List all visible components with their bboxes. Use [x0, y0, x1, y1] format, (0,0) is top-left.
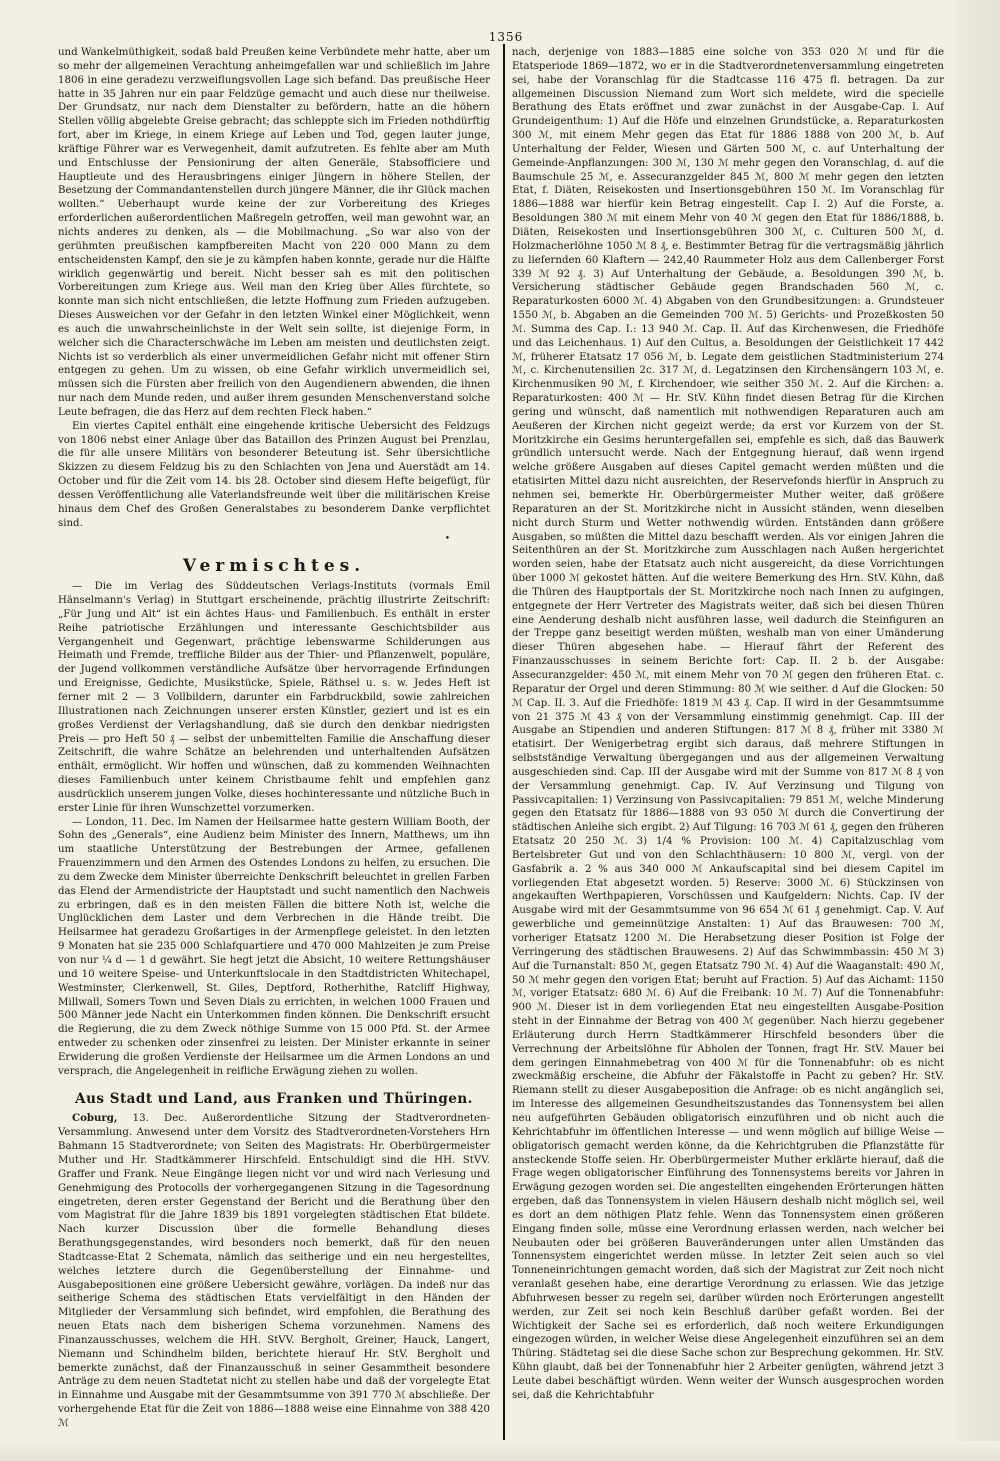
- ornament-dot: •: [444, 533, 450, 544]
- scan-edge-right: [956, 0, 1000, 1461]
- place-name: Coburg,: [72, 1112, 118, 1125]
- section-heading-miscellaneous: Vermischtes.: [182, 556, 366, 577]
- scan-edge-bottom: [0, 1441, 1000, 1461]
- paragraph-budget-continued: nach, derjenige von 1883—1885 eine solche von 353 020 ℳ und für die Etatsperiode 1869—1872, wo er in die Stadtverordnetenversammlung eingetreten sei, habe der Voranschlag für die Stadtcasse 116 475 fl. betragen. Da zur allgemeinen Discussion Niemand zum Wort sich meldete, wird die specielle Berathung des Etats eröffnet und zwar zunächst in der Ausgabe-Cap. I. Auf Grundeigenthum: 1) Auf die Höfe und einzelnen Grundstücke, a. Reparaturkosten 300 ℳ, mit einem Mehr gegen das Etat für 1886 1888 von 200 ℳ, b. Auf Unterhaltung der Felder, Wiesen und Gärten 500 ℳ, c. auf Unterhaltung der Gemeinde-Anpflanzungen: 300 ℳ, 130 ℳ mehr gegen den Voranschlag, d. auf die Baumschule 25 ℳ, e. Assecuranzgelder 845 ℳ, 800 ℳ mehr gegen den letzten Etat, f. Diäten, Reisekosten und Insertionsgebühren 150 ℳ. Im Voranschlag für 1886—1888 war hierfür kein Betrag eingestellt. Cap I. 2) Auf die Forste, a. Besoldungen 380 ℳ mit einem Mehr von 40 ℳ gegen den Etat für 1886/1888, b. Diäten, Reisekosten und Insertionsgebühren 300 ℳ, c. Culturen 500 ℳ, d. Holzmacherlöhne 1050 ℳ 8 ₰, e. Bestimmter Betrag für die vertragsmäßig jährlich zu liefernden 60 Klaftern — 242,40 Raummeter Holz aus dem Callenberger Forst 339 ℳ 92 ₰. 3) Auf Unterhaltung der Gebäude, a. Besoldungen 390 ℳ, b. Versicherung städtischer Gebäude gegen Brandschaden 560 ℳ, c. Reparaturkosten 6000 ℳ. 4) Abgaben von den Grundbesitzungen: a. Grundsteuer 1550 ℳ, b. Abgaben an die Gemeinden 700 ℳ. 5) Gerichts- und Prozeßkosten 50 ℳ. Summa des Cap. I.: 13 940 ℳ. Cap. II. Auf das Kirchenwesen, die Friedhöfe und das Leichenhaus. 1) Auf den Cultus, a. Besoldungen der Geistlichkeit 17 442 ℳ, früherer Etatsatz 17 056 ℳ, b. Legate dem geistlichen Stadtministerium 274 ℳ, c. Kirchenutensilien 2c. 317 ℳ, d. Legatzinsen den Kirchensängern 103 ℳ, e. Kirchenmusiken 90 ℳ, f. Kirchendoer, wie seither 350 ℳ. 2. Auf die Kirchen: a. Reparaturkosten: 400 ℳ — Hr. StV. Kühn findet diesen Betrag für die Kirchen gering und wünscht, daß namentlich mit nothwendigen Reparaturen auch am Aeußeren der Kirchen nicht gegeizt werde; da erst vor Kurzem von der St. Moritzkirche ein Gesims heruntergefallen sei, empfehle es sich, daß das Bauwerk gründlich untersucht werde. Nach der Entgegnung hierauf, daß wenn irgend welche größere Ausgaben auf dieses Capitel gemacht werden müßten und die etatisirten Mittel dazu nicht ausreichten, der Reservefonds hierfür in Anspruch zu nehmen sei, bemerkte Hr. Oberbürgermeister Muther weiter, daß größere Reparaturen an der St. Moritzkirche nicht in Aussicht ständen, wenn dieselben nicht durch Sturm und Wetter nothwendig würden. Entständen dann größere Ausgaben, so müßten die Mittel dazu beschafft werden. Als vor einigen Jahren die Seitenthüren an der St. Moritzkirche zum Ausschlagen nach Außen hergerichtet worden seien, habe der Etatsatz auch nicht ausgereicht, da diese Vorrichtungen über 1000 ℳ gekostet hätten. Auf die weitere Bemerkung des Hrn. StV. Kühn, daß die Thüren des Hauptportals der St. Moritzkirche noch nach Innen zu aufgingen, entgegnete der Herr Vertreter des Magistrats weiter, daß sich bei diesen Thüren eine Aenderung deshalb nicht ausführen lasse, weil dadurch die Steinfiguren an der Treppe ganz beseitigt werden müßten, weshalb man von einer Umänderung dieser Thüren abgesehen habe. — Hierauf fährt der Referent des Finanzausschusses in seinem Berichte fort: Cap. II. 2 b. der Ausgabe: Assecuranzgelder: 450 ℳ, mit einem Mehr von 70 ℳ gegen den früheren Etat. c. Reparatur der Orgel und deren Stimmung: 80 ℳ wie seither. d Auf die Glocken: 50 ℳ Cap. II. 3. Auf die Friedhöfe: 1819 ℳ 43 ₰. Cap. II wird in der Gesammtsumme von 21 375 ℳ 43 ₰ von der Versammlung einstimmig genehmigt. Cap. III der Ausgabe an Stipendien und anderen Stiftungen: 817 ℳ 8 ₰, früher mit 3380 ℳ etatisirt. Der Wenigerbetrag ergibt sich daraus, daß mehrere Stiftungen in selbstständige Verwaltung übergegangen und aus der allgemeinen Verwaltung ausgeschieden sind. Cap. III der Ausgabe wird mit der Summe von 817 ℳ 8 ₰ von der Versammlung genehmigt. Cap. IV. Auf Verzinsung und Tilgung von Passivcapitalien: 1) Verzinsung von Passivcapitalien: 79 851 ℳ, welche Minderung gegen den Etatsatz für 1886—1888 von 93 050 ℳ durch die Convertirung der städtischen Anleihe sich ergibt. 2) Auf Tilgung: 16 703 ℳ 61 ₰, gegen den früheren Etatsatz 20 250 ℳ. 3) 1/4 % Provision: 100 ℳ. 4) Capitalzuschlag vom Bertelsbreter Gut und von den Schlachthäusern: 10 800 ℳ, vergl. von der Gasfabrik a. 2 % aus 340 000 ℳ Ankaufscapital sind bei diesem Capitel im vorliegenden Etat abgesetzt worden. 5) Reserve: 3000 ℳ. 6) Stückzinsen von angekauften Werthpapieren, Vorschüssen und Kaufgeldern: Nichts. Cap. IV der Ausgabe wird mit der Gesammtsumme von 96 654 ℳ 61 ₰ genehmigt. Cap. V. Auf gewerbliche und gemeinnützige Anstalten: 1) Auf das Brauwesen: 700 ℳ, vorheriger Etatsatz 1200 ℳ. Die Herabsetzung dieser Position ist Folge der Verringerung des städtischen Brauwesens. 2) Auf das Schwimmbassin: 450 ℳ 3) Auf die Turnanstalt: 850 ℳ, gegen Etatsatz 790 ℳ. 4) Auf die Waaganstalt: 490 ℳ, 50 ℳ mehr gegen den vorigen Etat; beruht auf Fraction. 5) Auf das Aichamt: 1150 ℳ, voriger Etatsatz: 680 ℳ. 6) Auf die Freibank: 10 ℳ. 7) Auf die Tonnenabfuhr: 900 ℳ. Dieser ist in dem vorliegenden Etat neu eingestellten Ausgabe-Position steht in der Einnahme der Betrag von 400 ℳ gegenüber. Nach hierzu gegebener Erläuterung durch Herrn Stadtkämmerer Hirschfeld besonders über die Verrechnung der Arbeitslöhne für Abholen der Tonnen, fragt Hr. StV. Mauer bei dem geringen Einnahmebetrag von 400 ℳ für die Tonnenabfuhr: ob es nicht zweckmäßig erscheine, die Abfuhr der Fäkalstoffe in Pacht zu geben? Hr. StV. Riemann stellt zu dieser Ausgabeposition die Anfrage: ob es nicht angänglich sei, im Interesse des allgemeinen Gesundheitszustandes das Tonnensystem bei allen neu aufgeführten Gebäuden obligatorisch einzuführen und ob nicht auch die Kehrichtabfuhr im öffentlichen Interesse — und wenn möglich auf billige Weise — obligatorisch gemacht werden könne, da die Kehrichtgruben die Pflanzstätte für ansteckende Stoffe seien. Hr. Oberbürgermeister Muther erklärte hierauf, daß die Frage wegen obligatorischer Einführung des Tonnensystems bereits vor Jahren in Erwägung gezogen worden sei. Die angestellten eingehenden Erörterungen hätten ergeben, daß das Tonnensystem in vielen Häusern deshalb nicht möglich sei, weil es dort an dem nöthigen Platz fehle. Wenn das Tonnensystem einen größeren Eingang finden solle, müsse eine Verordnung erlassen werden, nach welcher bei Neubauten oder bei größeren Bauveränderungen unter allen Umständen das Tonnensystem eingerichtet werden müsse. In letzter Zeit seien auch so viel Tonneneinrichtungen gemacht worden, daß sich der Magistrat zur Zeit noch nicht veranlaßt gesehen habe, eine derartige Verordnung zu erlassen. Wie das jetzige Abfuhrwesen besser zu regeln sei, darüber würden noch Erörterungen angestellt werden, zur Zeit sei noch kein Beschluß darüber gefaßt worden. Bei der Wichtigkeit der Sache sei es erforderlich, daß noch weitere Erkundigungen eingezogen würden, in welcher Weise diese Angelegenheit einzuführen sei an dem Thüring. Städtetag sei die diese Sache schon zur Besprechung gekommen. Hr. StV. Kühn glaubt, daß bei der Tonnenabfuhr hier 2 Arbeiter genügten, während jetzt 3 Leute dabei beschäftigt würden. Wenn weiter der Wunsch ausgesprochen worden sei, daß die Kehrichtabfuhr: [512, 47, 944, 1401]
- newspaper-page: [58, 30, 954, 1440]
- paragraph-history-continued: und Wankelmüthigkeit, sodaß bald Preußen keine Verbündete mehr hatte, aber um so mehr der allgemeinen Verachtung anheimgefallen war und schließlich im Jahre 1806 in eine geradezu verzweiflungsvollen Lage sich befand. Das preußische Heer hatte in 35 Jahren nur ein paar Feldzüge gemacht und auch diese nur theilweise. Der Grundsatz, nur nach dem Dienstalter zu befördern, hatte an die höhern Stellen völlig abgelebte Greise gebracht; das schleppte sich im Frieden nothdürftig fort, aber im Kriege, in einem Kriege auf Leben und Tod, gegen lauter junge, kräftige Führer war es Verwegenheit, damit aufzutreten. Es fehlte aber am Muth und Entschlusse der Pensionirung der alten Generäle, Stabsofficiere und Hauptleute und des Herausbringens einiger Jüngern in höhere Stellen, der Besetzung der Commandantenstellen durch jüngere Männer, die ihr Glück machen wollten.“ Ueberhaupt wurde keine der zur Vorbereitung des Krieges erforderlichen außerordentlichen Maßregeln getroffen, weil man gewohnt war, an nichts anderes zu denken, als — die Mobilmachung. „So war also von der gerühmten preußischen kampfbereiten Macht von 220 000 Mann zu dem entscheidensten Kampf, den sie je zu kämpfen haben konnte, gerade nur die Hälfte wirklich gegenwärtig und bereit. Nicht besser sah es mit den politischen Vorbereitungen zum Kriege aus. Weil man den Krieg über Alles fürchtete, so konnte man sich nicht entschließen, die letzte Hoffnung zum Frieden aufzugeben. Dieses Ausweichen vor der Gefahr in den letzten Winkel einer Möglichkeit, wenn es auch die unwahrscheinlichste in der Welt sein sollte, ist diejenige Form, in welcher sich die Characterschwäche im Leben am meisten und deutlichsten zeigt. Nichts ist so verderblich als einer unvermeidlichen Gefahr nicht mit offener Stirn entgegen zu gehen. Um zu wissen, ob eine Gefahr wirklich unvermeidlich sei, müssen sich die Fürsten aber freilich von den Augendienern abwenden, die ihnen nur nach dem Munde reden, und außer ihrem gesunden Menschenverstand solche Leute befragen, die das Herz auf dem rechten Fleck haben.“: [58, 47, 490, 418]
- coburg-text: 13. Dec. Außerordentliche Sitzung der Stadtverordneten-Versammlung. Anwesend unter dem Vorsitz des Stadtverordneten-Vorstehers Hrn Bahmann 15 Stadtverordnete; von Seiten des Magistrats: Hr. Oberbürgermeister Muther und Hr. Stadtkämmerer Hirschfeld. Entschuldigt sind die HH. StVV. Graffer und Frank. Neue Eingänge liegen nicht vor und wird nach Verlesung und Genehmigung des Protocolls der vorhergegangenen Sitzung in die Tagesordnung eingetreten, deren erster Gegenstand der Bericht und die Berathung über den vom Magistrat für die Jahre 1839 bis 1891 vorgelegten städtischen Etat bildete. Nach kurzer Discussion über die formelle Behandlung dieses Berathungsgegenstandes, wird besonders noch bemerkt, daß für den neuen Stadtcasse-Etat 2 Schemata, nämlich das seitherige und ein neu hergestelltes, welches letztere durch die Gegenüberstellung der Einnahme- und Ausgabepositionen eine größere Uebersicht gewähre, vorlägen. Da indeß nur das seitherige Schema des städtischen Etats vervielfältigt in den Händen der Mitglieder der Versammlung sich befindet, wird empfohlen, die Berathung des neuen Etats nach dem bisherigen Schema vorzunehmen. Namens des Finanzausschusses, welchem die HH. StVV. Bergholt, Greiner, Hauck, Langert, Niemann und Schindhelm bilden, berichtete hierauf Hr. StV. Bergholt und bemerkte zunächst, daß der Finanzausschuß in seiner Gesammtheit besondere Anträge zu dem neuen Stadtetat nicht zu stellen habe und daß der vorgelegte Etat in Einnahme und Ausgabe mit der Gesammtsumme von 391 770 ℳ abschließe. Der vorhergehende Etat für die Zeit von 1886—1888 weise eine Einnahme von 388 420 ℳ: [58, 1113, 490, 1429]
- paragraph-fourth-chapter: Ein viertes Capitel enthält eine eingehende kritische Uebersicht des Feldzugs von 1806 nebst einer Anlage über das Bataillon des Prinzen August bei Prenzlau, die für alle unsere Militärs von besonderer Beteutung ist. Sehr übersichtliche Skizzen zu diesem Feldzug bis zu den Schlachten von Jena und Auerstädt am 14. October und für die Zeit vom 14. bis 28. October sind diesem Hefte beigefügt, für dessen Veröffentlichung alle Vaterlandsfreunde weit über die militärischen Kreise hinaus dem Chef des Großen Generalstabes zu besonderem Danke verpflichtet sind.: [58, 420, 490, 529]
- paragraph-coburg-session: [58, 1112, 490, 1430]
- left-column: [58, 46, 490, 1438]
- page-number: 1356: [488, 30, 524, 44]
- right-column: [512, 46, 944, 1438]
- column-rule: [503, 44, 505, 1440]
- paragraph-jung-und-alt: — Die im Verlag des Süddeutschen Verlags-Instituts (vormals Emil Hänselmann's Verlag) in Stuttgart erscheinende, prächtig illustrirte Zeitschrift: „Für Jung und Alt“ ist ein ächtes Haus- und Familienbuch. Es enthält in erster Reihe patriotische Erzählungen und interessante Geschichtsbilder aus Vergangenheit und Gegenwart, prächtige lebenswarme Schilderungen aus Heimath und Fremde, treffliche Bilder aus der Thier- und Pflanzenwelt, populäre, der Jugend vollkommen verständliche Aufsätze über hervorragende Erfindungen und Ereignisse, Gedichte, Musikstücke, Spiele, Räthsel u. s. w. Jedes Heft ist ferner mit 2 — 3 Vollbildern, darunter ein Farbdruckbild, sowie zahlreichen Illustrationen nach Zeichnungen unserer ersten Künstler, geziert und ist es ein großes Verdienst der Verlagshandlung, daß sie durch den denkbar niedrigsten Preis — pro Heft 50 ₰ — selbst der unbemittelten Familie die Anschaffung dieser Zeitschrift, die wahre Schätze an belehrenden und unterhaltenden Aufsätzen enthält, ermöglicht. Wir hoffen und wünschen, daß zu kommenden Weihnachten dieses Familienbuch unter keinem Christbaume fehlt und empfehlen ganz ausdrücklich unserem jungen Volke, dieses hochinteressante und nützliche Buch in erster Linie für ihren Wunschzettel vorzumerken.: [58, 581, 490, 814]
- section-heading-regional: Aus Stadt und Land, aus Franken und Thüringen.: [75, 1090, 473, 1107]
- paragraph-london-salvation-army: — London, 11. Dec. Im Namen der Heilsarmee hatte gestern William Booth, der Sohn des „Generals“, eine Audienz beim Minister des Innern, Matthews, um ihn um staatliche Unterstützung der Bestrebungen der Armee, gefallenen Frauenzimmern und den Armen des Ostendes Londons zu helfen, zu ersuchen. Die zu dem Zwecke dem Minister überreichte Denkschrift beleuchtet in grellen Farben das Elend der Armendistricte der Hauptstadt und sucht namentlich den Nachweis zu erbringen, daß es in den meisten Fällen die bittere Noth ist, welche die Unglücklichen dem Laster und dem Verbrechen in die Hände treibt. Die Heilsarmee hat geradezu Großartiges in der Armenpflege geleistet. In den letzten 9 Monaten hat sie 235 000 Schlafquartiere und 470 000 Mahlzeiten je zum Preise von nur ¼ d — 1 d gewährt. Sie hegt jetzt die Absicht, 10 weitere Rettungshäuser und 10 weitere Speise- und Unterkunftslocale in den Stadtdistricten Whitechapel, Westminster, Clerkenwell, St. Giles, Deptford, Rotherhithe, Ratcliff Highway, Millwall, Somers Town und Seven Dials zu errichten, in welchen 1000 Frauen und 500 Männer jede Nacht ein Unterkommen finden können. Die Denkschrift ersucht die Regierung, die zu dem Zweck nöthige Summe von 15 000 Pfd. St. der Armee entweder zu schenken oder zinsenfrei zu leisten. Der Minister erkannte in seiner Erwiderung die großen Verdienste der Heilsarmee um die Armen Londons an und versprach, die Angelegenheit in reifliche Erwägung ziehen zu wollen.: [58, 816, 490, 1077]
